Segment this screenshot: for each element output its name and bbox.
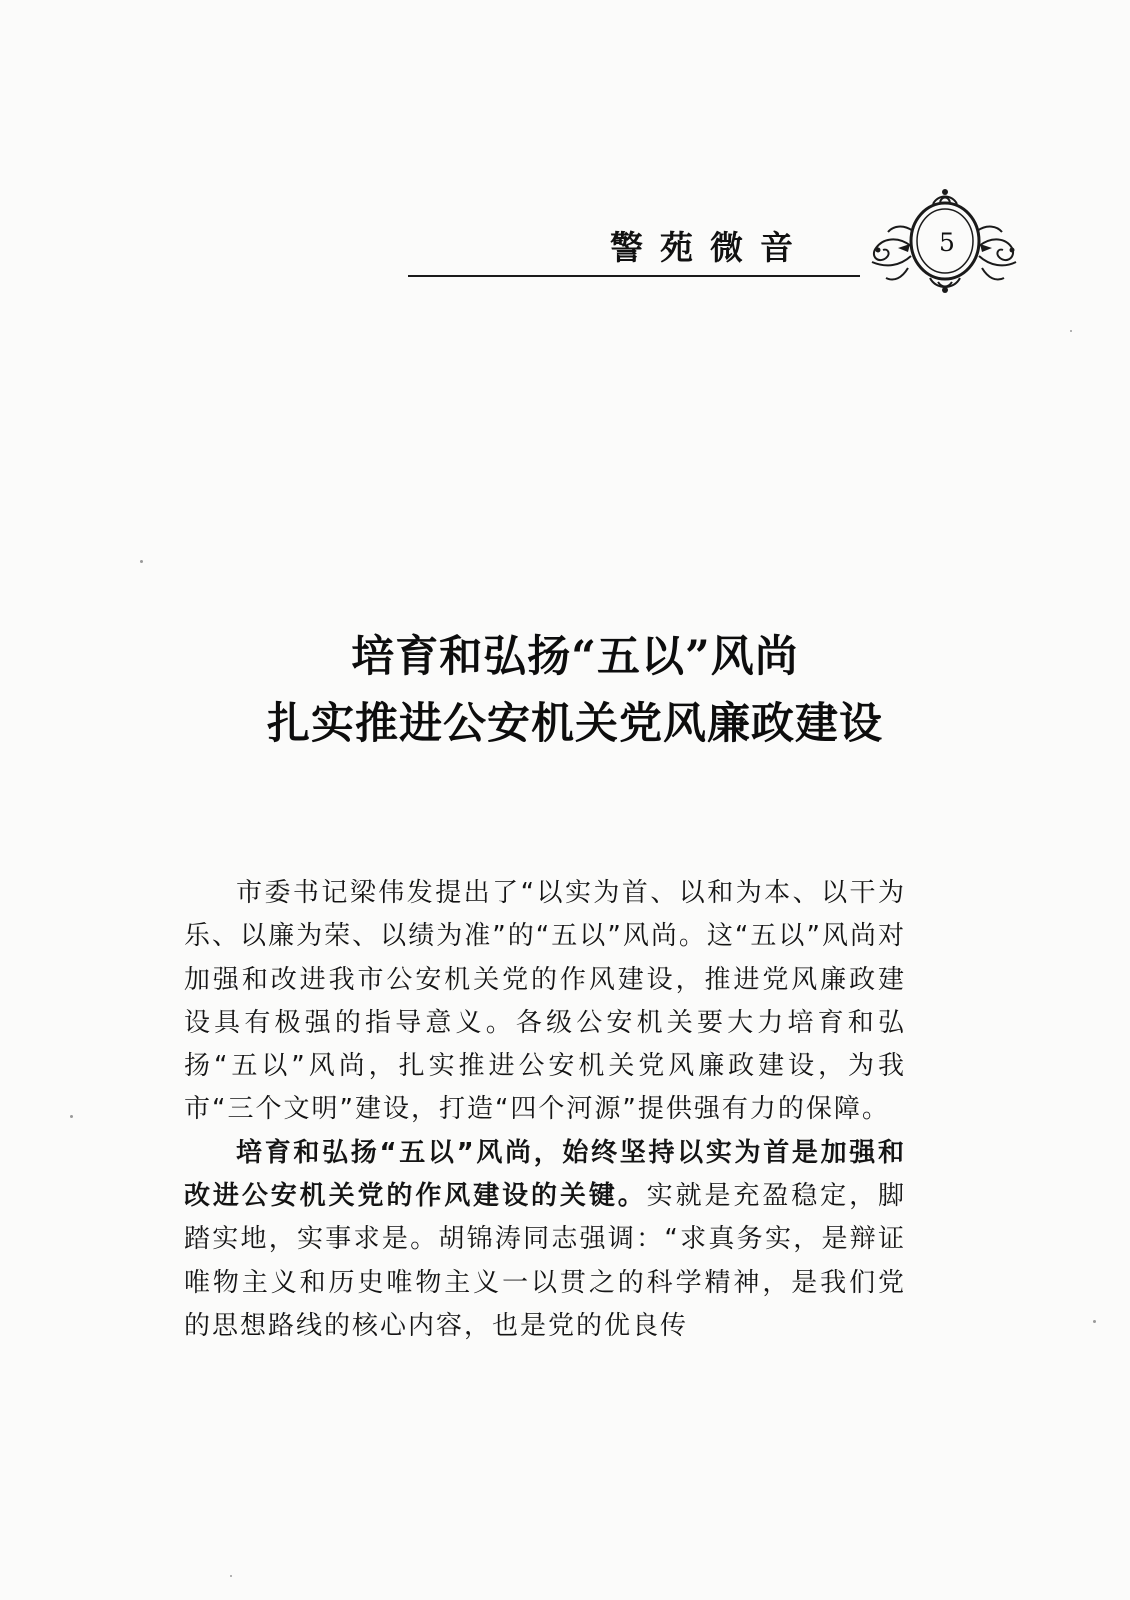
- scan-speck: [230, 1575, 232, 1577]
- scan-speck: [1093, 1320, 1096, 1323]
- paragraph-1: 市委书记梁伟发提出了“以实为首、以和为本、以干为乐、以廉为荣、以绩为准”的“五以”风尚。这“五以”风尚对加强和改进我市公安机关党的作风建设，推进党风廉政建设具有极强的指导意义。各级公安机关要大力培育和弘扬“五以”风尚，扎实推进公安机关党风廉政建设，为我市“三个文明”建设，打造“四个河源”提供强有力的保障。: [184, 878, 906, 1125]
- article-title-line-2: 扎实推进公安机关党风廉政建设: [267, 699, 883, 749]
- paragraph-2: [184, 1132, 906, 1348]
- scan-speck: [70, 1115, 73, 1118]
- article-title-line-1: 培育和弘扬“五以”风尚: [351, 632, 799, 682]
- article-body: [184, 872, 906, 1348]
- paragraph-2-bold-lead: 培育和弘扬“五以”风尚，始终坚持以实为首是加强和改进公安机关党的作风建设的关键。: [184, 1137, 906, 1212]
- header-rule: [408, 275, 860, 277]
- running-header-title: 警苑微音: [610, 228, 810, 267]
- page-number: 5: [939, 228, 955, 257]
- scan-speck: [1070, 330, 1072, 332]
- scan-speck: [140, 560, 143, 563]
- paragraph-2-rest: 实就是充盈稳定，脚踏实地，实事求是。胡锦涛同志强调：“求真务实，是辩证唯物主义和历史唯物主义一以贯之的科学精神，是我们党的思想路线的核心内容，也是党的优良传: [184, 1181, 906, 1341]
